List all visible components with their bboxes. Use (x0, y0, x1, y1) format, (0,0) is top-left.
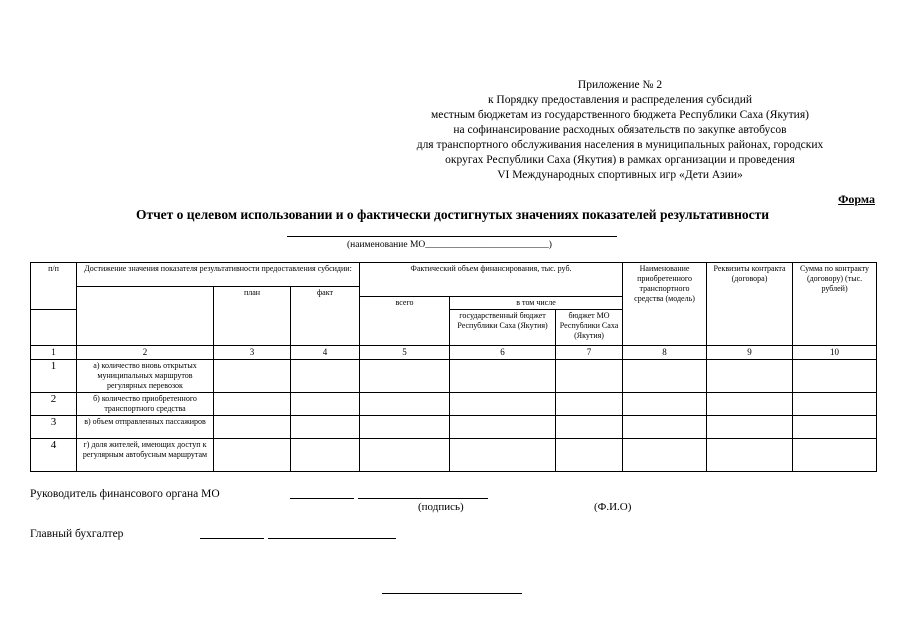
appendix-line: на софинансирование расходных обязательств по закупке автобусов (453, 124, 787, 136)
table-row (31, 439, 877, 472)
appendix-line: для транспортного обслуживания населения в муниципальных районах, городских (416, 139, 824, 151)
column-number: 4 (291, 346, 360, 360)
cell-fact (291, 439, 360, 472)
header-transport-name: Наименование приобретенного транспортного средства (модель) (623, 263, 707, 346)
cell-sum (793, 439, 877, 472)
cell-sum (793, 393, 877, 416)
header-contract-sum: Сумма по контракту (договору) (тыс. рублей) (793, 263, 877, 346)
row-number: 2 (31, 393, 77, 416)
chief-accountant-label: Главный бухгалтер (30, 528, 124, 540)
cell-fact (291, 393, 360, 416)
appendix-line: округах Республики Саха (Якутия) в рамках организации и проведения (445, 154, 795, 166)
head-name-line (358, 498, 488, 499)
column-number: 6 (450, 346, 556, 360)
cell-plan (214, 360, 291, 393)
cell-total (360, 360, 450, 393)
appendix-header (380, 78, 860, 183)
header-total: всего (360, 297, 450, 346)
cell-state-budget (450, 393, 556, 416)
head-finance-label: Руководитель финансового органа МО (30, 488, 220, 500)
header-including: в том числе (450, 297, 623, 310)
table-row (31, 360, 877, 393)
cell-transport (623, 393, 707, 416)
column-number: 3 (214, 346, 291, 360)
header-pp-blank (31, 310, 77, 346)
header-financing: Фактический объем финансирования, тыс. руб. (360, 263, 623, 297)
cell-total (360, 393, 450, 416)
cell-state-budget (450, 360, 556, 393)
header-fact: факт (291, 287, 360, 346)
header-state-budget: государственный бюджет Республики Саха (Якутия) (450, 310, 556, 346)
column-number: 8 (623, 346, 707, 360)
header-pp: п/п (31, 263, 77, 310)
cell-plan (214, 439, 291, 472)
head-signature-line (290, 498, 354, 499)
row-indicator: в) объем отправленных пассажиров (77, 416, 214, 439)
cell-transport (623, 360, 707, 393)
mo-name-line (287, 236, 617, 237)
cell-contract (707, 439, 793, 472)
signature-caption: (подпись) (418, 501, 464, 513)
accountant-signature-line (200, 538, 264, 539)
column-number: 10 (793, 346, 877, 360)
cell-fact (291, 416, 360, 439)
cell-plan (214, 393, 291, 416)
bottom-separator-line (382, 593, 522, 594)
header-achievement-blank (77, 287, 214, 346)
report-title: Отчет о целевом использовании и о фактически достигнутых значениях показателей результативности (135, 207, 770, 222)
column-number: 1 (31, 346, 77, 360)
cell-state-budget (450, 439, 556, 472)
row-indicator: а) количество вновь открытых муниципальных маршрутов регулярных перевозок (77, 360, 214, 393)
cell-mo-budget (556, 439, 623, 472)
column-number: 2 (77, 346, 214, 360)
name-caption: (Ф.И.О) (594, 501, 632, 513)
cell-contract (707, 416, 793, 439)
cell-transport (623, 439, 707, 472)
row-number: 1 (31, 360, 77, 393)
accountant-name-line (268, 538, 396, 539)
row-indicator: б) количество приобретенного транспортного средства (77, 393, 214, 416)
mo-name-caption: (наименование МО__________________________) (347, 240, 552, 250)
column-number: 5 (360, 346, 450, 360)
cell-contract (707, 360, 793, 393)
cell-mo-budget (556, 393, 623, 416)
appendix-line: Приложение № 2 (577, 79, 663, 91)
table-row (31, 416, 877, 439)
appendix-line: местным бюджетам из государственного бюджета Республики Саха (Якутия) (431, 109, 809, 121)
cell-total (360, 416, 450, 439)
header-achievement: Достижение значения показателя результативности предоставления субсидии: (77, 263, 360, 287)
appendix-line: к Порядку предоставления и распределения субсидий (487, 94, 753, 106)
cell-mo-budget (556, 416, 623, 439)
form-label: Форма (838, 192, 875, 206)
header-contract-details: Реквизиты контракта (договора) (707, 263, 793, 346)
column-number: 7 (556, 346, 623, 360)
header-mo-budget: бюджет МО Республики Саха (Якутия) (556, 310, 623, 346)
cell-sum (793, 360, 877, 393)
cell-mo-budget (556, 360, 623, 393)
row-number: 4 (31, 439, 77, 472)
appendix-line: VI Международных спортивных игр «Дети Азии» (497, 169, 743, 181)
report-table (30, 262, 877, 472)
cell-contract (707, 393, 793, 416)
table-row (31, 393, 877, 416)
cell-state-budget (450, 416, 556, 439)
cell-fact (291, 360, 360, 393)
cell-total (360, 439, 450, 472)
cell-plan (214, 416, 291, 439)
column-number: 9 (707, 346, 793, 360)
cell-sum (793, 416, 877, 439)
row-number: 3 (31, 416, 77, 439)
cell-transport (623, 416, 707, 439)
header-plan: план (214, 287, 291, 346)
row-indicator: г) доля жителей, имеющих доступ к регулярным автобусным маршрутам (77, 439, 214, 472)
